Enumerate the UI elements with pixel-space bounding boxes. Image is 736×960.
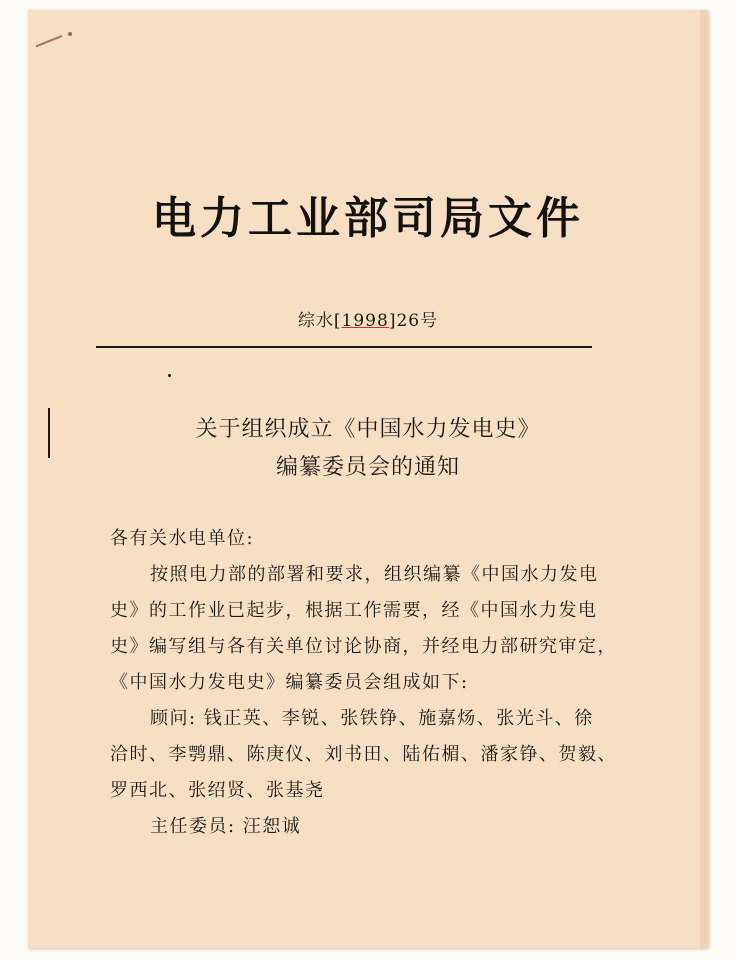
- document-number: [0, 306, 736, 331]
- header-divider: [96, 346, 592, 348]
- ink-speck: [168, 374, 171, 377]
- advisors-line: 罗西北、张绍贤、张基尧: [110, 780, 325, 801]
- notice-title-line-1: 关于组织成立《中国水力发电史》: [195, 417, 541, 442]
- doc-number-suffix: ]26号: [388, 311, 439, 331]
- salutation: 各有关水电单位:: [110, 528, 255, 549]
- doc-number-prefix: 综水[: [297, 311, 342, 331]
- notice-title-line-2: 编纂委员会的通知: [275, 455, 460, 480]
- advisors-line: 洽时、李鹗鼎、陈庚仪、刘书田、陆佑楣、潘家铮、贺毅、: [110, 744, 617, 765]
- ink-mark: [36, 35, 65, 53]
- document-header-title: 电力工业部司局文件: [152, 193, 584, 244]
- advisors-line: 顾问: 钱正英、李锐、张铁铮、施嘉炀、张光斗、徐: [150, 708, 594, 729]
- ink-dot: [68, 32, 72, 36]
- body-line: 《中国水力发电史》编纂委员会组成如下:: [110, 672, 469, 693]
- body-line: 史》编写组与各有关单位讨论协商，并经电力部研究审定，: [110, 636, 617, 657]
- body-line: 按照电力部的部署和要求，组织编纂《中国水力发电: [150, 564, 599, 585]
- chair-line: 主任委员: 汪恕诚: [150, 816, 302, 837]
- body-line: 史》的工作业已起步，根据工作需要，经《中国水力发电: [110, 600, 598, 621]
- doc-number-year: 1998: [341, 311, 389, 331]
